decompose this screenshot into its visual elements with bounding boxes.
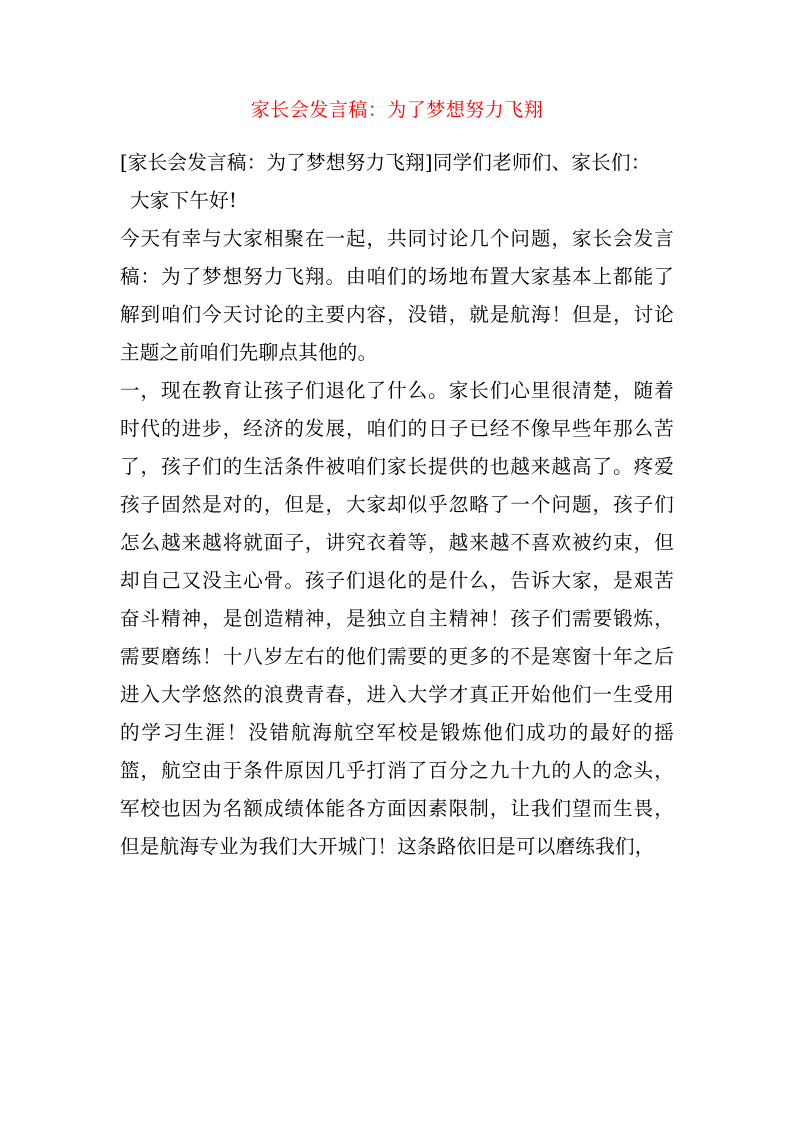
paragraph-intro: 今天有幸与大家相聚在一起，共同讨论几个问题，家长会发言稿：为了梦想努力飞翔。由咱们的场地布置大家基本上都能了解到咱们今天讨论的主要内容，没错，就是航海！但是，讨论主题之前咱们先聊点其他的。 — [120, 227, 674, 364]
paragraph-greeting: 大家下午好! — [130, 189, 238, 212]
document-title: 家长会发言稿：为了梦想努力飞翔 — [250, 99, 544, 121]
document-page — [120, 96, 674, 866]
paragraph-greeting-header: [家长会发言稿：为了梦想努力飞翔]同学们老师们、家长们： — [120, 151, 651, 174]
paragraph-section-one: 一，现在教育让孩子们退化了什么。家长们心里很清楚，随着时代的进步，经济的发展，咱们的日子已经不像早些年那么苦了，孩子们的生活条件被咱们家长提供的也越来越高了。疼爱孩子固然是对的，但是，大家却似乎忽略了一个问题，孩子们怎么越来越将就面子，讲究衣着等，越来越不喜欢被约束，但却自己又没主心骨。孩子们退化的是什么，告诉大家，是艰苦奋斗精神，是创造精神，是独立自主精神！孩子们需要锻炼，需要磨练！十八岁左右的他们需要的更多的不是寒窗十年之后进入大学悠然的浪费青春，进入大学才真正开始他们一生受用的学习生涯！没错航海航空军校是锻炼他们成功的最好的摇篮，航空由于条件原因几乎打消了百分之九十九的人的念头，军校也因为名额成绩体能各方面因素限制，让我们望而生畏，但是航海专业为我们大开城门！这条路依旧是可以磨练我们， — [120, 379, 674, 858]
